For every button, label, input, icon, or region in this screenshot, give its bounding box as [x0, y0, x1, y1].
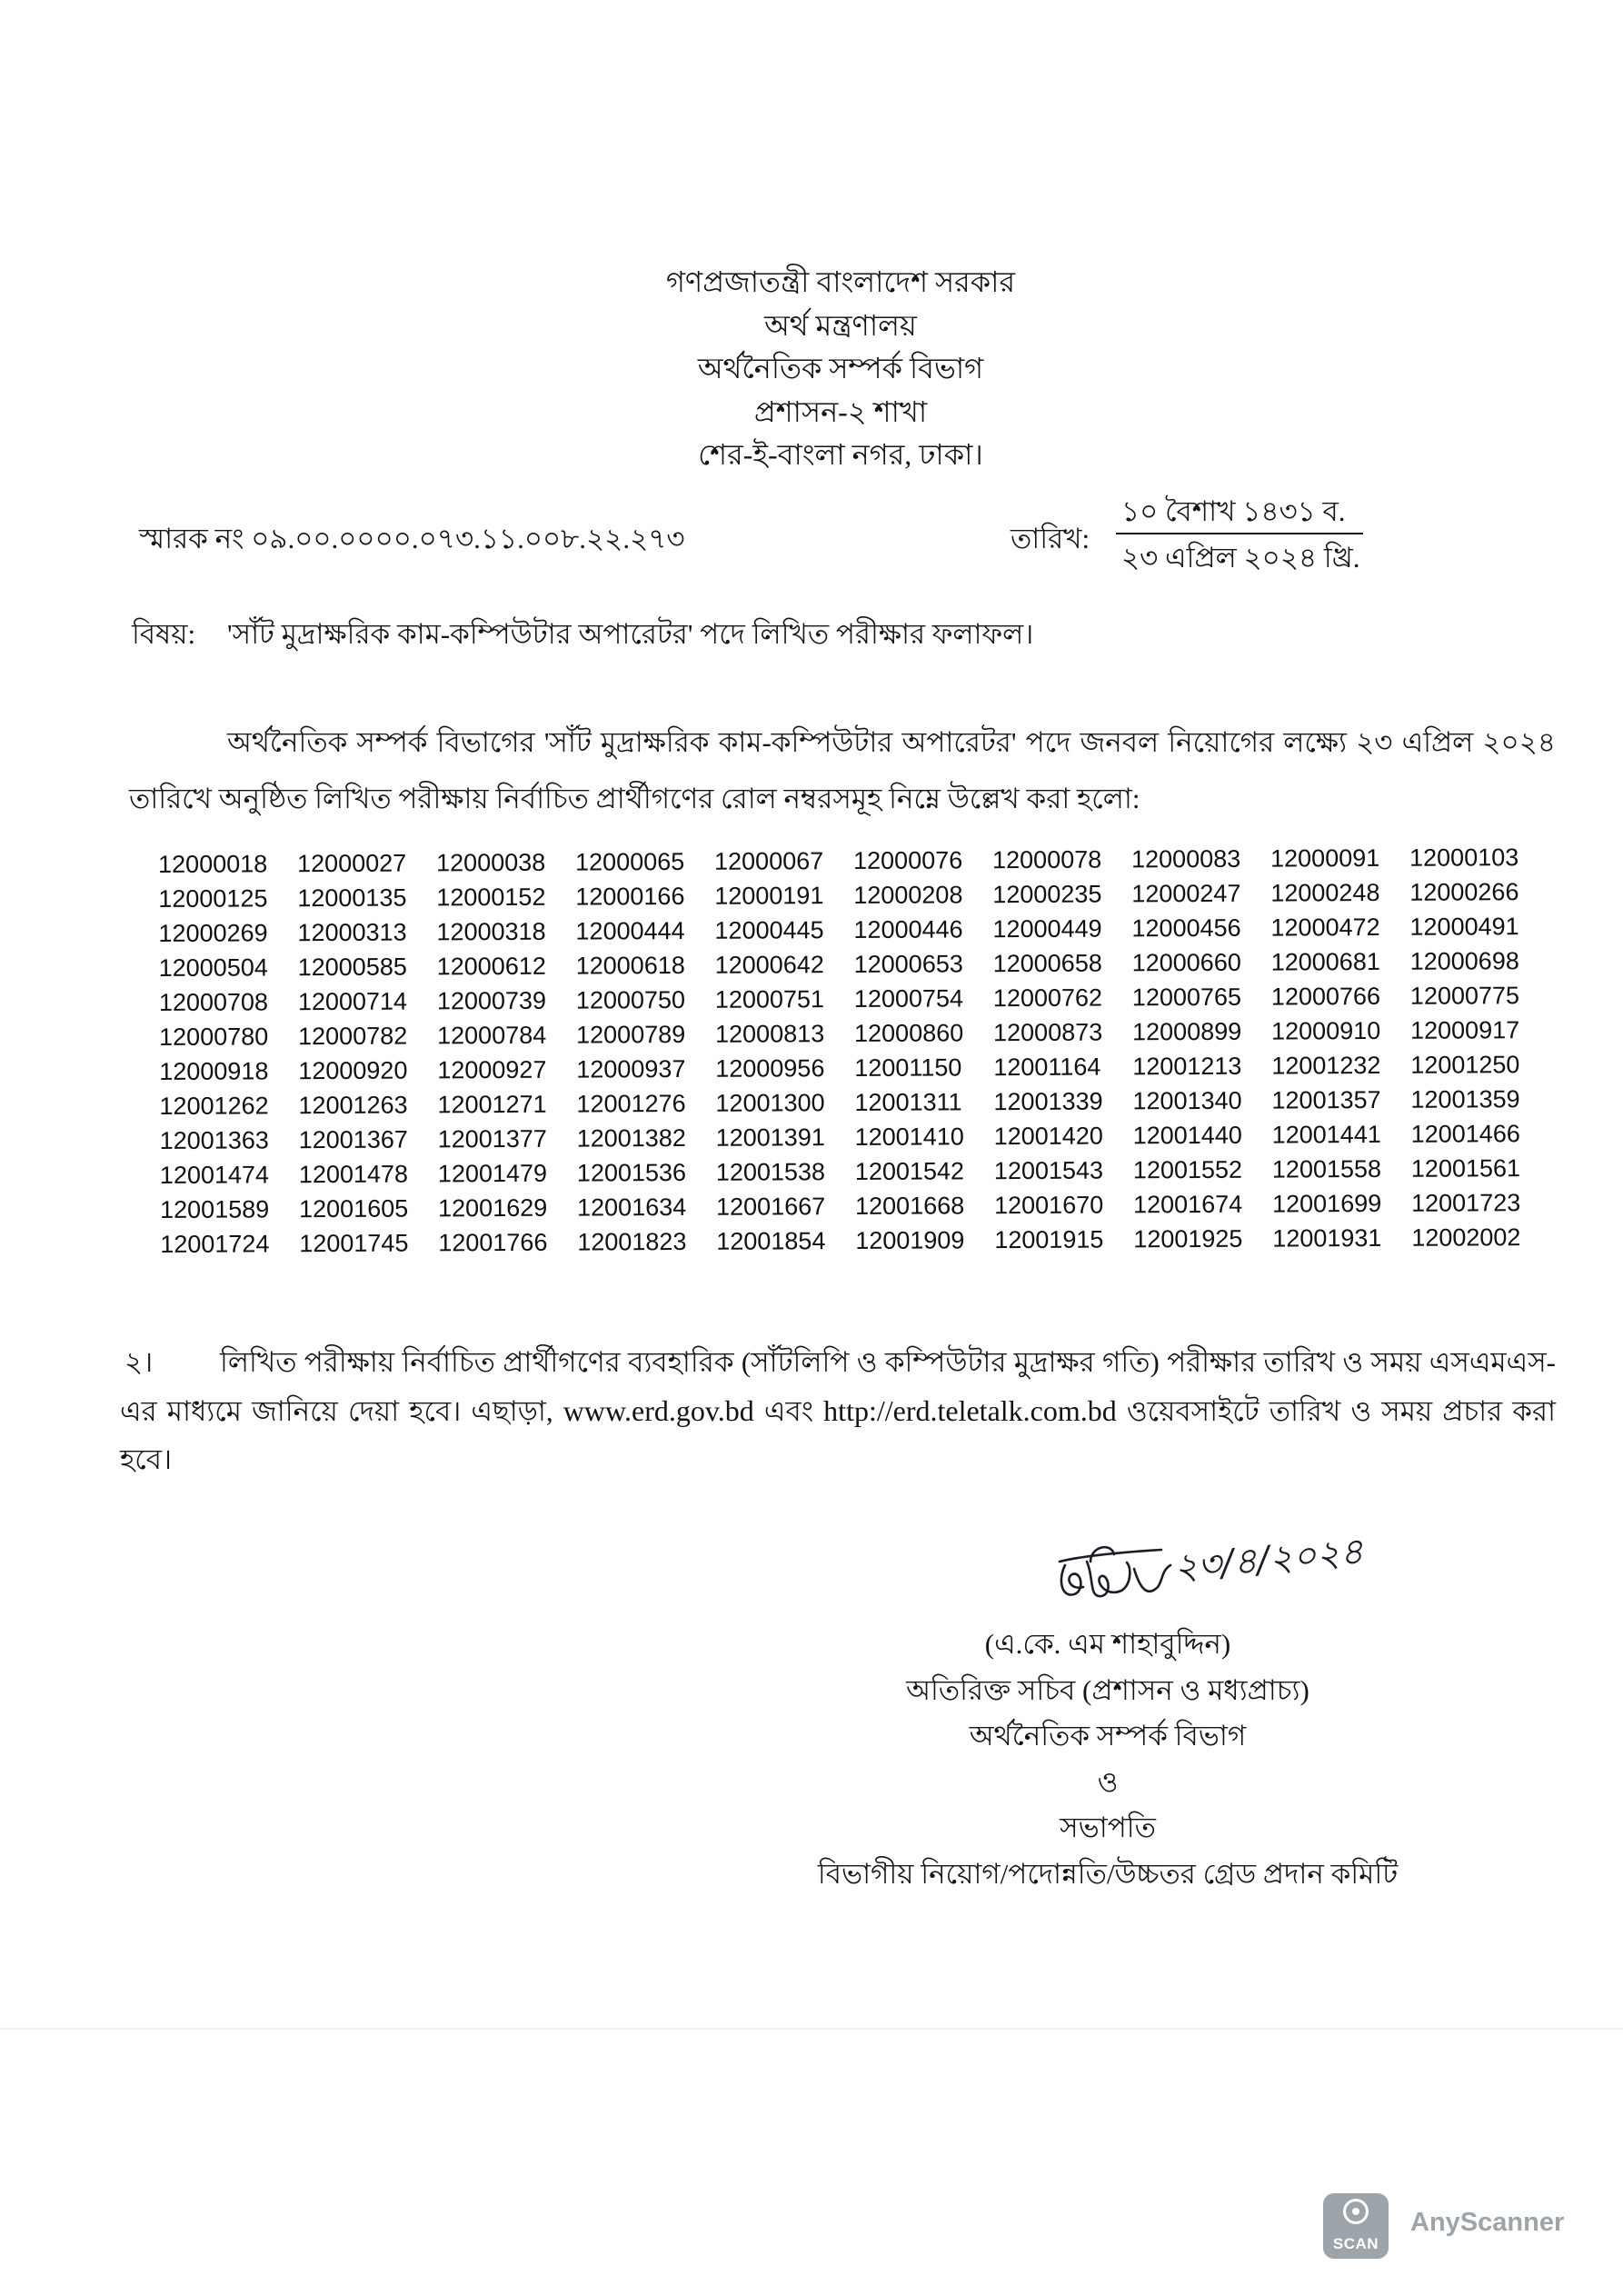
website-teletalk: http://erd.teletalk.com.bd — [823, 1393, 1117, 1427]
roll-number: 12000658 — [992, 949, 1102, 978]
roll-number: 12000754 — [853, 984, 964, 1013]
memo-reference — [139, 517, 685, 561]
roll-number: 12000642 — [714, 951, 824, 979]
date-label: তারিখ: — [1011, 523, 1090, 554]
roll-number: 12000313 — [297, 918, 407, 947]
roll-number: 12000491 — [1409, 913, 1519, 941]
roll-number: 12000653 — [853, 950, 963, 978]
roll-number: 12001668 — [855, 1192, 965, 1220]
roll-number: 12001377 — [437, 1124, 547, 1153]
roll-number: 12001629 — [438, 1193, 548, 1223]
roll-number: 12000782 — [298, 1022, 408, 1051]
date-bengali-calendar: ১০ বৈশাখ ১৪৩১ ব. — [1116, 491, 1363, 534]
roll-number: 12001340 — [1132, 1086, 1242, 1115]
roll-number: 12001674 — [1132, 1190, 1243, 1219]
roll-number: 12001391 — [715, 1123, 825, 1152]
signatory-division: অর্থনৈতিক সম্পর্ক বিভাগ — [969, 1720, 1247, 1752]
roll-number: 12001357 — [1271, 1085, 1381, 1114]
roll-number: 12000076 — [853, 846, 963, 874]
roll-number: 12001634 — [577, 1193, 687, 1222]
roll-number: 12000956 — [715, 1054, 825, 1083]
roll-number: 12001262 — [159, 1092, 269, 1120]
roll-number: 12001724 — [160, 1230, 270, 1258]
roll-number: 12000899 — [1132, 1017, 1242, 1046]
roll-number: 12001699 — [1271, 1189, 1382, 1218]
roll-number: 12000472 — [1270, 913, 1380, 942]
subject-line — [132, 613, 1033, 656]
signatory-role: সভাপতি — [1060, 1812, 1156, 1844]
handwritten-signature — [1054, 1534, 1181, 1618]
roll-number: 12000714 — [297, 987, 408, 1016]
roll-number: 12000751 — [714, 985, 825, 1013]
roll-number: 12000166 — [575, 882, 685, 911]
paragraph-intro: অর্থনৈতিক সম্পর্ক বিভাগের 'সাঁট মুদ্রাক্ষরিক কাম-কম্পিউটার অপারেটর' পদে জনবল নিয়োগের লক্ষ্যে ২৩ এপ্রিল ২০২৪ তারিখে অনুষ্ঠিত লিখিত পরীক্ষায় নির্বাচিত প্রার্থীগণের রোল নম্বরসমূহ নিম্নে উল্লেখ করা হলো: — [129, 726, 1556, 814]
roll-number: 12001271 — [437, 1090, 547, 1119]
roll-number: 12000152 — [436, 883, 546, 912]
paragraph-text-middle: এবং — [763, 1394, 814, 1427]
roll-number: 12001440 — [1132, 1121, 1242, 1150]
roll-number: 12001250 — [1410, 1051, 1520, 1079]
letterhead-ministry: অর্থ মন্ত্রণালয় — [764, 308, 917, 342]
roll-number: 12000918 — [159, 1057, 269, 1085]
roll-number: 12000780 — [159, 1023, 269, 1051]
roll-number: 12001479 — [437, 1159, 548, 1188]
roll-number: 12001915 — [994, 1225, 1104, 1254]
roll-number: 12000065 — [575, 847, 685, 876]
memo-reference-label: স্মারক নং — [139, 523, 244, 554]
roll-number: 12000920 — [298, 1056, 408, 1085]
letterhead — [477, 261, 1204, 477]
roll-number: 12001474 — [159, 1161, 270, 1189]
roll-number: 12000762 — [992, 983, 1103, 1013]
roll-number: 12001823 — [577, 1227, 687, 1256]
roll-number: 12002002 — [1411, 1223, 1521, 1252]
roll-number: 12000618 — [575, 951, 685, 980]
roll-number: 12000018 — [158, 850, 268, 878]
roll-number: 12001359 — [1410, 1085, 1520, 1113]
roll-number: 12000446 — [853, 915, 963, 943]
letterhead-address: শের-ই-বাংলা নগর, ঢাকা। — [698, 438, 983, 471]
paragraph-text-before: লিখিত পরীক্ষায় নির্বাচিত প্রার্থীগণের ব্যবহারিক (সাঁটলিপি ও কম্পিউটার মুদ্রাক্ষর গতি) পরীক্ষার তারিখ ও সময় এসএমএস-এর মাধ্যমে জানিয়ে দেয়া হবে। এছাড়া, — [120, 1346, 1556, 1427]
roll-number: 12001542 — [854, 1157, 965, 1185]
roll-number: 12001420 — [993, 1122, 1103, 1151]
roll-number: 12001382 — [576, 1123, 686, 1153]
roll-number: 12000444 — [575, 916, 685, 945]
roll-number: 12001766 — [438, 1228, 548, 1257]
roll-number: 12000235 — [992, 880, 1102, 909]
roll-number: 12001723 — [1410, 1189, 1521, 1217]
roll-number: 12001605 — [299, 1194, 409, 1223]
signatory-committee: বিভাগীয় নিয়োগ/পদোন্নতি/উচ্চতর গ্রেড প্রদান কমিটি — [817, 1857, 1399, 1890]
roll-number: 12000750 — [575, 985, 686, 1014]
roll-number: 12001538 — [715, 1158, 826, 1186]
roll-number: 12001667 — [716, 1193, 826, 1221]
date-block — [1116, 491, 1363, 582]
roll-number: 12001263 — [298, 1091, 408, 1120]
roll-number: 12001925 — [1133, 1224, 1243, 1253]
roll-number: 12001589 — [160, 1195, 270, 1223]
signatory-name: (এ.কে. এম শাহাবুদ্দিন) — [984, 1628, 1231, 1660]
roll-number: 12000775 — [1409, 982, 1520, 1010]
roll-number: 12000456 — [1131, 913, 1241, 943]
scan-logo-icon — [1323, 2193, 1389, 2259]
signatory-conjunction: ও — [1097, 1765, 1119, 1798]
roll-number: 12000445 — [714, 916, 824, 944]
scan-artifact-line — [0, 2027, 1623, 2031]
roll-number: 12000766 — [1270, 982, 1381, 1011]
letterhead-branch: প্রশাসন-২ শাখা — [753, 394, 928, 428]
roll-number: 12001854 — [716, 1227, 826, 1255]
roll-number: 12000927 — [437, 1055, 547, 1084]
signatory-designation: অতিরিক্ত সচিব (প্রশাসন ও মধ্যপ্রাচ্য) — [906, 1673, 1309, 1706]
paragraph-number: ২। — [124, 1346, 154, 1378]
roll-number: 12000937 — [576, 1054, 686, 1083]
letterhead-government: গণপ্রজাতন্ত্রী বাংলাদেশ সরকার — [665, 265, 1016, 298]
roll-number: 12000318 — [436, 917, 546, 946]
memo-reference-number: ০৯.০০.০০০০.০৭৩.১১.০০৮.২২.২৭৩ — [251, 523, 685, 554]
letterhead-division: অর্থনৈতিক সম্পর্ক বিভাগ — [697, 352, 984, 384]
roll-number: 12000248 — [1270, 878, 1380, 907]
roll-number: 12001745 — [299, 1229, 409, 1258]
roll-number: 12000191 — [714, 882, 824, 910]
roll-number: 12000103 — [1409, 844, 1519, 872]
roll-number: 12000269 — [158, 919, 268, 947]
roll-number: 12000917 — [1409, 1016, 1520, 1044]
roll-number: 12000091 — [1270, 844, 1380, 873]
roll-number: 12000083 — [1131, 844, 1241, 873]
roll-number: 12000789 — [576, 1020, 686, 1049]
roll-number: 12001441 — [1271, 1120, 1381, 1149]
roll-number: 12000708 — [158, 988, 269, 1016]
roll-number: 12000067 — [714, 847, 824, 875]
roll-number: 12000813 — [715, 1020, 825, 1048]
roll-number: 12000860 — [854, 1019, 964, 1047]
subject-text: 'সাঁট মুদ্রাক্ষরিক কাম-কম্পিউটার অপারেটর' পদে লিখিত পরীক্ষার ফলাফল। — [227, 618, 1034, 650]
roll-number: 12000247 — [1131, 879, 1241, 908]
signature-handwritten-date: ২৩/৪/২০২৪ — [1171, 1530, 1366, 1589]
roll-number: 12000612 — [436, 952, 546, 981]
website-erd: www.erd.gov.bd — [563, 1393, 754, 1427]
signatory-block — [744, 1622, 1471, 1898]
roll-number: 12001150 — [854, 1053, 962, 1082]
roll-number: 12001300 — [715, 1089, 825, 1117]
roll-number: 12000739 — [436, 986, 547, 1015]
roll-number: 12001543 — [993, 1156, 1104, 1185]
roll-number: 12000765 — [1131, 983, 1242, 1012]
roll-number: 12001213 — [1132, 1052, 1242, 1081]
scan-logo-label: SCAN — [1332, 2235, 1379, 2252]
roll-number: 12000910 — [1270, 1016, 1381, 1045]
roll-number-table — [158, 840, 1550, 1262]
roll-number: 12001558 — [1271, 1154, 1382, 1183]
roll-number: 12000125 — [158, 884, 268, 913]
roll-number: 12000208 — [853, 881, 963, 909]
roll-number: 12001931 — [1272, 1223, 1382, 1253]
roll-number: 12001909 — [855, 1226, 965, 1254]
roll-number: 12000266 — [1409, 878, 1519, 906]
paragraph-practical-exam — [120, 1338, 1556, 1484]
lens-icon — [1343, 2199, 1369, 2224]
roll-number: 12000681 — [1270, 947, 1380, 976]
roll-number: 12001466 — [1410, 1120, 1520, 1148]
roll-number: 12000660 — [1131, 948, 1241, 977]
roll-number: 12000873 — [993, 1018, 1103, 1047]
roll-number: 12001276 — [576, 1089, 686, 1118]
roll-number: 12000135 — [297, 883, 407, 913]
roll-number: 12001311 — [854, 1088, 962, 1116]
date-gregorian-calendar: ২৩ এপ্রিল ২০২৪ খ্রি. — [1121, 542, 1360, 574]
roll-number: 12001670 — [993, 1191, 1104, 1220]
watermark-brand: AnyScanner — [1410, 2208, 1565, 2237]
roll-number: 12000504 — [158, 953, 268, 982]
roll-number: 12001561 — [1410, 1154, 1521, 1183]
roll-number: 12001164 — [993, 1053, 1101, 1082]
roll-number: 12000784 — [437, 1021, 547, 1050]
roll-number: 12000027 — [297, 849, 407, 878]
roll-number: 12001478 — [298, 1160, 409, 1189]
roll-number: 12001339 — [993, 1087, 1103, 1116]
roll-number: 12001536 — [576, 1158, 687, 1187]
roll-number: 12001363 — [159, 1126, 269, 1154]
roll-number: 12001367 — [298, 1125, 408, 1154]
roll-number: 12000698 — [1409, 947, 1519, 975]
roll-number: 12000449 — [992, 914, 1102, 943]
roll-number: 12000078 — [992, 845, 1102, 874]
roll-number: 12000585 — [297, 953, 407, 982]
paragraph-text-after: ওয়েবসাইটে তারিখ ও সময় প্রচার করা হবে। — [120, 1394, 1557, 1475]
roll-number: 12000038 — [436, 848, 546, 877]
roll-number: 12001410 — [854, 1123, 964, 1151]
roll-number: 12001232 — [1271, 1051, 1381, 1080]
roll-number: 12001552 — [1132, 1155, 1243, 1184]
subject-label: বিষয়: — [132, 618, 196, 650]
